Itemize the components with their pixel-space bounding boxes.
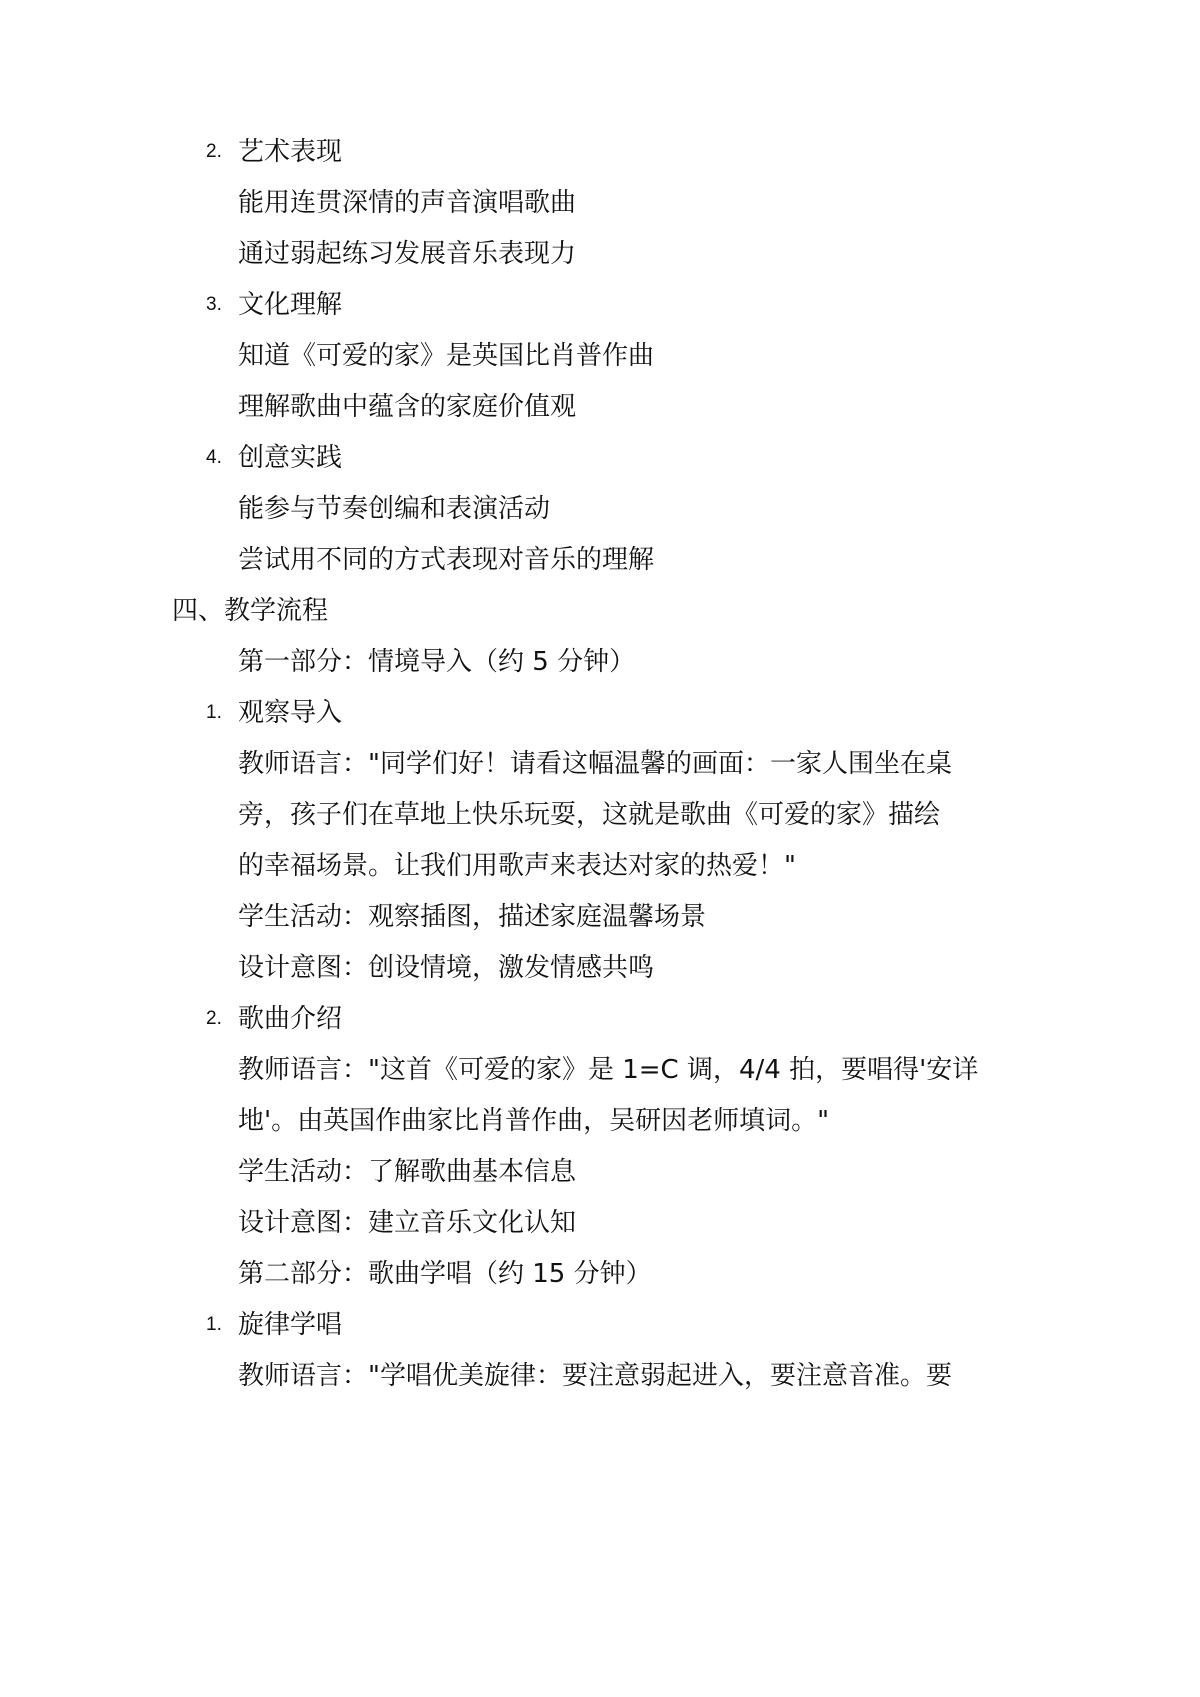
body-line: 能参与节奏创编和表演活动 xyxy=(238,494,551,524)
list-heading: 观察导入 xyxy=(238,698,343,728)
list-heading: 创意实践 xyxy=(238,443,343,473)
body-line: 教师语言："学唱优美旋律：要注意弱起进入，要注意音准。要 xyxy=(238,1361,952,1391)
list-number: 4. xyxy=(206,447,222,468)
body-line: 尝试用不同的方式表现对音乐的理解 xyxy=(238,545,655,575)
body-line: 理解歌曲中蕴含的家庭价值观 xyxy=(238,392,577,422)
body-line: 设计意图：建立音乐文化认知 xyxy=(238,1208,577,1238)
list-number: 2. xyxy=(206,1008,222,1029)
body-line: 地'。由英国作曲家比肖普作曲，吴研因老师填词。" xyxy=(238,1106,830,1136)
list-heading: 艺术表现 xyxy=(238,137,343,167)
list-heading: 文化理解 xyxy=(238,290,343,320)
body-line: 设计意图：创设情境，激发情感共鸣 xyxy=(238,953,655,983)
list-heading: 歌曲介绍 xyxy=(238,1004,343,1034)
body-line: 通过弱起练习发展音乐表现力 xyxy=(238,239,577,269)
body-line: 教师语言："同学们好！请看这幅温馨的画面：一家人围坐在桌 xyxy=(238,749,952,779)
body-line: 旁，孩子们在草地上快乐玩耍，这就是歌曲《可爱的家》描绘 xyxy=(238,800,941,830)
part-heading: 第一部分：情境导入（约 5 分钟） xyxy=(238,647,636,677)
list-number: 1. xyxy=(206,702,222,723)
list-number: 2. xyxy=(206,141,222,162)
body-line: 教师语言："这首《可爱的家》是 1=C 调，4/4 拍，要唱得'安详 xyxy=(238,1055,979,1085)
body-line: 的幸福场景。让我们用歌声来表达对家的热爱！" xyxy=(238,851,796,881)
part-heading: 第二部分：歌曲学唱（约 15 分钟） xyxy=(238,1259,652,1289)
body-line: 能用连贯深情的声音演唱歌曲 xyxy=(238,188,577,218)
list-number: 1. xyxy=(206,1314,222,1335)
section-title: 四、教学流程 xyxy=(172,596,329,626)
body-line: 学生活动：了解歌曲基本信息 xyxy=(238,1157,577,1187)
body-line: 学生活动：观察插图，描述家庭温馨场景 xyxy=(238,902,707,932)
body-line: 知道《可爱的家》是英国比肖普作曲 xyxy=(238,341,655,371)
list-heading: 旋律学唱 xyxy=(238,1310,343,1340)
list-number: 3. xyxy=(206,294,222,315)
